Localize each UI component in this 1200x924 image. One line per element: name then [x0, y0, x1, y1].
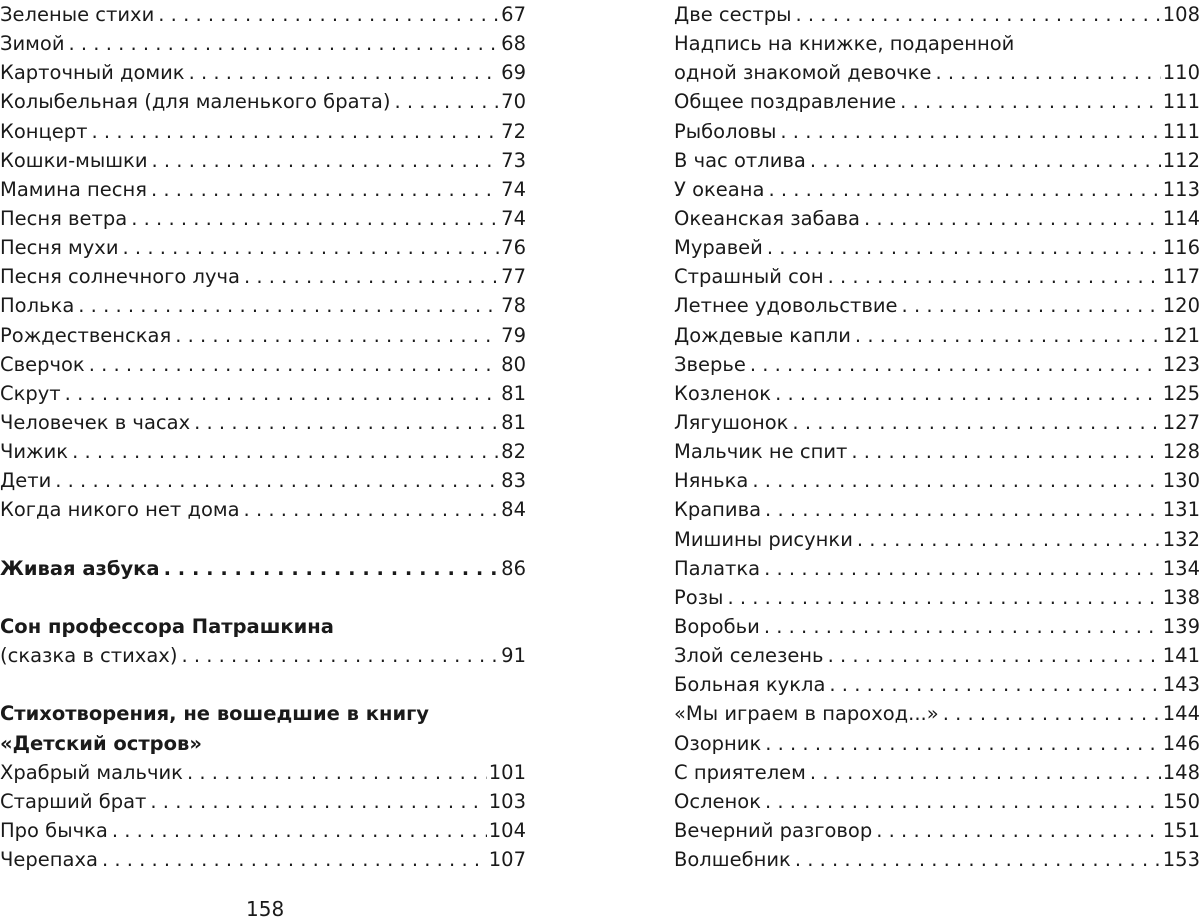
toc-entry-page: 125 — [1161, 379, 1200, 408]
spacer — [0, 583, 526, 612]
dot-leader — [158, 0, 499, 29]
toc-entry-title: Когда никого нет дома — [0, 495, 244, 524]
toc-entry-title: Нянька — [674, 466, 752, 495]
toc-entry — [674, 291, 1200, 320]
toc-entry-title: Общее поздравление — [674, 87, 900, 116]
toc-entry — [674, 175, 1200, 204]
toc-entry-title: Злой селезень — [674, 641, 828, 670]
toc-entry — [674, 845, 1200, 874]
toc-entry — [0, 175, 526, 204]
toc-entry-title: Мишины рисунки — [674, 525, 857, 554]
toc-entry-title: Зверье — [674, 350, 750, 379]
toc-entry — [0, 233, 526, 262]
dot-leader — [152, 146, 500, 175]
toc-entry-page: 111 — [1161, 87, 1200, 116]
dot-leader — [727, 583, 1160, 612]
toc-entry-page: 138 — [1161, 583, 1200, 612]
toc-entry — [0, 58, 526, 87]
toc-entry-page: 67 — [499, 0, 526, 29]
dot-leader — [187, 758, 487, 787]
toc-entry-title: Палатка — [674, 554, 764, 583]
toc-entry-page: 76 — [499, 233, 526, 262]
toc-entry-page: 80 — [499, 350, 526, 379]
toc-entry — [674, 262, 1200, 291]
toc-section-unpublished-heading-2: «Детский остров» — [0, 731, 202, 755]
dot-leader — [123, 233, 500, 262]
toc-entry-title: Летнее удовольствие — [674, 291, 902, 320]
toc-entry-page: 120 — [1161, 291, 1200, 320]
dot-leader — [851, 437, 1160, 466]
toc-entry-page: 107 — [487, 845, 526, 874]
toc-entry-title: Колыбельная (для маленького брата) — [0, 87, 394, 116]
toc-entry — [0, 117, 526, 146]
toc-entry-page: 72 — [499, 117, 526, 146]
toc-entry-title: Лягушонок — [674, 408, 792, 437]
toc-entry-title: Чижик — [0, 437, 72, 466]
toc-entry-title: Сверчок — [0, 350, 89, 379]
dot-leader — [92, 117, 500, 146]
dot-leader — [902, 291, 1161, 320]
toc-entry — [0, 758, 526, 787]
toc-entry-multiline-line1: Надпись на книжке, подаренной — [674, 32, 1015, 56]
toc-entry — [0, 0, 526, 29]
dot-leader — [189, 58, 500, 87]
toc-entry-title: Кошки-мышки — [0, 146, 152, 175]
dot-leader — [175, 321, 499, 350]
toc-entry — [674, 437, 1200, 466]
toc-left-column — [0, 0, 526, 874]
dot-leader — [765, 787, 1161, 816]
toc-entry-page: 78 — [499, 291, 526, 320]
page-number: 158 — [246, 897, 285, 921]
toc-entry-title: Песня ветра — [0, 204, 131, 233]
toc-entry-page: 113 — [1161, 175, 1200, 204]
toc-entry-page: 74 — [499, 175, 526, 204]
dot-leader — [72, 437, 499, 466]
toc-entry-title: Вечерний разговор — [674, 816, 876, 845]
dot-leader — [194, 408, 499, 437]
dot-leader — [857, 525, 1161, 554]
toc-entry-title: Про бычка — [0, 816, 112, 845]
toc-entry — [674, 583, 1200, 612]
dot-leader — [792, 408, 1160, 437]
toc-entry-page: 74 — [499, 204, 526, 233]
toc-entry-title: Розы — [674, 583, 727, 612]
toc-entry-title: Больная кукла — [674, 670, 829, 699]
dot-leader — [828, 641, 1161, 670]
toc-entry-page: 79 — [499, 321, 526, 350]
toc-entry-title: Концерт — [0, 117, 92, 146]
toc-entry-title: Зеленые стихи — [0, 0, 158, 29]
dot-leader — [943, 699, 1161, 728]
toc-entry-title: Волшебник — [674, 845, 795, 874]
toc-entry — [674, 495, 1200, 524]
toc-entry-page: 81 — [499, 379, 526, 408]
toc-entry-title: Страшный сон — [674, 262, 828, 291]
dot-leader — [810, 758, 1161, 787]
toc-entry — [0, 262, 526, 291]
toc-entry — [674, 87, 1200, 116]
toc-entry-title: Мамина песня — [0, 175, 151, 204]
toc-entry-title: Зимой — [0, 29, 69, 58]
dot-leader — [764, 612, 1161, 641]
dot-leader — [151, 175, 499, 204]
toc-entry-page: 84 — [499, 495, 526, 524]
toc-entry-page: 130 — [1161, 466, 1200, 495]
toc-entry — [0, 291, 526, 320]
toc-list-left-a — [0, 0, 526, 525]
toc-entry-page: 101 — [487, 758, 526, 787]
spacer — [0, 525, 526, 554]
toc-entry-page: 144 — [1161, 699, 1200, 728]
dot-leader — [796, 0, 1161, 29]
toc-entry — [674, 233, 1200, 262]
toc-entry — [674, 758, 1200, 787]
toc-entry-page: 82 — [499, 437, 526, 466]
toc-entry-page: 114 — [1161, 204, 1200, 233]
toc-entry-title: Старший брат — [0, 787, 150, 816]
toc-entry — [0, 495, 526, 524]
toc-entry-page: 128 — [1161, 437, 1200, 466]
toc-entry — [0, 321, 526, 350]
dot-leader — [112, 816, 487, 845]
toc-entry-title: Карточный домик — [0, 58, 189, 87]
toc-entry-title: Рыболовы — [674, 117, 780, 146]
dot-leader — [102, 845, 487, 874]
toc-entry — [0, 350, 526, 379]
toc-entry-page: 110 — [1161, 58, 1200, 87]
toc-entry-page: 131 — [1161, 495, 1200, 524]
toc-entry-title: Осленок — [674, 787, 765, 816]
toc-entry-page: 153 — [1161, 845, 1200, 874]
toc-section-azbuka — [0, 554, 526, 583]
dot-leader — [855, 321, 1161, 350]
dot-leader — [935, 58, 1160, 87]
toc-entry-title: (сказка в стихах) — [0, 641, 181, 670]
toc-entry — [674, 350, 1200, 379]
toc-entry — [0, 845, 526, 874]
toc-entry-title: Мальчик не спит — [674, 437, 851, 466]
dot-leader — [864, 204, 1161, 233]
toc-entry — [674, 466, 1200, 495]
toc-entry-title: Рождественская — [0, 321, 175, 350]
toc-entry-title: Песня мухи — [0, 233, 123, 262]
toc-entry-title: Песня солнечного луча — [0, 262, 244, 291]
toc-entry — [674, 379, 1200, 408]
dot-leader — [69, 29, 500, 58]
toc-entry-page: 143 — [1161, 670, 1200, 699]
toc-entry — [0, 787, 526, 816]
dot-leader — [131, 204, 499, 233]
toc-entry — [0, 87, 526, 116]
toc-entry — [0, 146, 526, 175]
toc-entry — [674, 641, 1200, 670]
dot-leader — [768, 175, 1160, 204]
dot-leader — [764, 554, 1161, 583]
toc-entry — [0, 379, 526, 408]
toc-entry — [674, 408, 1200, 437]
dot-leader — [795, 845, 1161, 874]
toc-entry — [674, 146, 1200, 175]
toc-entry — [674, 554, 1200, 583]
toc-entry-page: 146 — [1161, 729, 1200, 758]
dot-leader — [828, 262, 1161, 291]
toc-entry — [0, 204, 526, 233]
toc-entry — [674, 670, 1200, 699]
toc-entry-page: 123 — [1161, 350, 1200, 379]
toc-entry — [674, 204, 1200, 233]
dot-leader — [765, 729, 1161, 758]
toc-entry — [0, 437, 526, 466]
toc-entry-page: 77 — [499, 262, 526, 291]
toc-entry-title: Муравей — [674, 233, 767, 262]
dot-leader — [244, 262, 499, 291]
dot-leader — [181, 641, 499, 670]
dot-leader — [244, 495, 500, 524]
toc-entry-title: Живая азбука — [0, 554, 164, 583]
toc-entry-page: 73 — [499, 146, 526, 175]
dot-leader — [765, 495, 1161, 524]
toc-entry-title: «Мы играем в пароход...» — [674, 699, 943, 728]
toc-entry-page: 111 — [1161, 117, 1200, 146]
toc-entry-page: 116 — [1161, 233, 1200, 262]
toc-entry-page: 69 — [499, 58, 526, 87]
toc-entry-title: Крапива — [674, 495, 765, 524]
toc-entry — [674, 525, 1200, 554]
toc-entry-title: Озорник — [674, 729, 765, 758]
toc-entry — [674, 612, 1200, 641]
toc-entry-page: 132 — [1161, 525, 1200, 554]
toc-entry-page: 104 — [487, 816, 526, 845]
toc-entry-page: 148 — [1161, 758, 1200, 787]
toc-entry — [674, 699, 1200, 728]
toc-entry — [674, 787, 1200, 816]
toc-entry-page: 117 — [1161, 262, 1200, 291]
toc-list-left-b — [0, 758, 526, 875]
toc-entry — [674, 321, 1200, 350]
toc-entry-page: 121 — [1161, 321, 1200, 350]
toc-entry-page: 68 — [499, 29, 526, 58]
toc-entry-title: У океана — [674, 175, 768, 204]
dot-leader — [394, 87, 499, 116]
dot-leader — [55, 466, 499, 495]
toc-entry-title: Дети — [0, 466, 55, 495]
toc-entry-page: 151 — [1161, 816, 1200, 845]
toc-entry — [0, 816, 526, 845]
toc-entry-title: Океанская забава — [674, 204, 864, 233]
dot-leader — [767, 233, 1161, 262]
toc-entry-title: Дождевые капли — [674, 321, 855, 350]
toc-entry-page: 86 — [499, 554, 526, 583]
toc-entry-page: 127 — [1161, 408, 1200, 437]
toc-entry-page: 141 — [1161, 641, 1200, 670]
dot-leader — [829, 670, 1160, 699]
toc-entry — [0, 29, 526, 58]
dot-leader — [900, 87, 1161, 116]
dot-leader — [876, 816, 1161, 845]
toc-entry — [674, 816, 1200, 845]
toc-entry — [0, 466, 526, 495]
toc-entry-page: 139 — [1161, 612, 1200, 641]
toc-entry-title: Скрут — [0, 379, 65, 408]
dot-leader — [810, 146, 1161, 175]
toc-entry-title: Черепаха — [0, 845, 102, 874]
toc-entry-title: одной знакомой девочке — [674, 58, 935, 87]
dot-leader — [89, 350, 499, 379]
toc-entry — [674, 0, 1200, 29]
toc-section-son-heading: Сон профессора Патрашкина — [0, 614, 334, 638]
toc-entry-title: Человечек в часах — [0, 408, 194, 437]
toc-entry-title: Две сестры — [674, 0, 796, 29]
toc-list-right — [674, 87, 1200, 874]
dot-leader — [150, 787, 486, 816]
spacer — [0, 670, 526, 699]
toc-entry-title: В час отлива — [674, 146, 810, 175]
toc-right-column — [674, 0, 1200, 874]
toc-entry-page: 83 — [499, 466, 526, 495]
toc-entry — [674, 117, 1200, 146]
dot-leader — [164, 554, 500, 583]
dot-leader — [65, 379, 500, 408]
dot-leader — [78, 291, 499, 320]
toc-entry-page: 103 — [487, 787, 526, 816]
toc-entry — [0, 408, 526, 437]
toc-entry-page: 91 — [499, 641, 526, 670]
toc-entry-page: 70 — [499, 87, 526, 116]
toc-entry-page: 134 — [1161, 554, 1200, 583]
toc-entry — [674, 729, 1200, 758]
toc-entry-page: 150 — [1161, 787, 1200, 816]
dot-leader — [752, 466, 1160, 495]
toc-section-son-subtitle — [0, 641, 526, 670]
toc-section-unpublished-heading-1: Стихотворения, не вошедшие в книгу — [0, 702, 430, 726]
toc-entry-title: С приятелем — [674, 758, 810, 787]
dot-leader — [775, 379, 1161, 408]
toc-entry-page: 108 — [1161, 0, 1200, 29]
toc-entry-title: Козленок — [674, 379, 775, 408]
toc-entry-page: 81 — [499, 408, 526, 437]
toc-entry-title: Полька — [0, 291, 78, 320]
toc-entry-multiline-line2 — [674, 58, 1200, 87]
dot-leader — [780, 117, 1160, 146]
toc-entry-page: 112 — [1161, 146, 1200, 175]
toc-entry-title: Воробьи — [674, 612, 764, 641]
dot-leader — [750, 350, 1161, 379]
toc-entry-title: Храбрый мальчик — [0, 758, 187, 787]
